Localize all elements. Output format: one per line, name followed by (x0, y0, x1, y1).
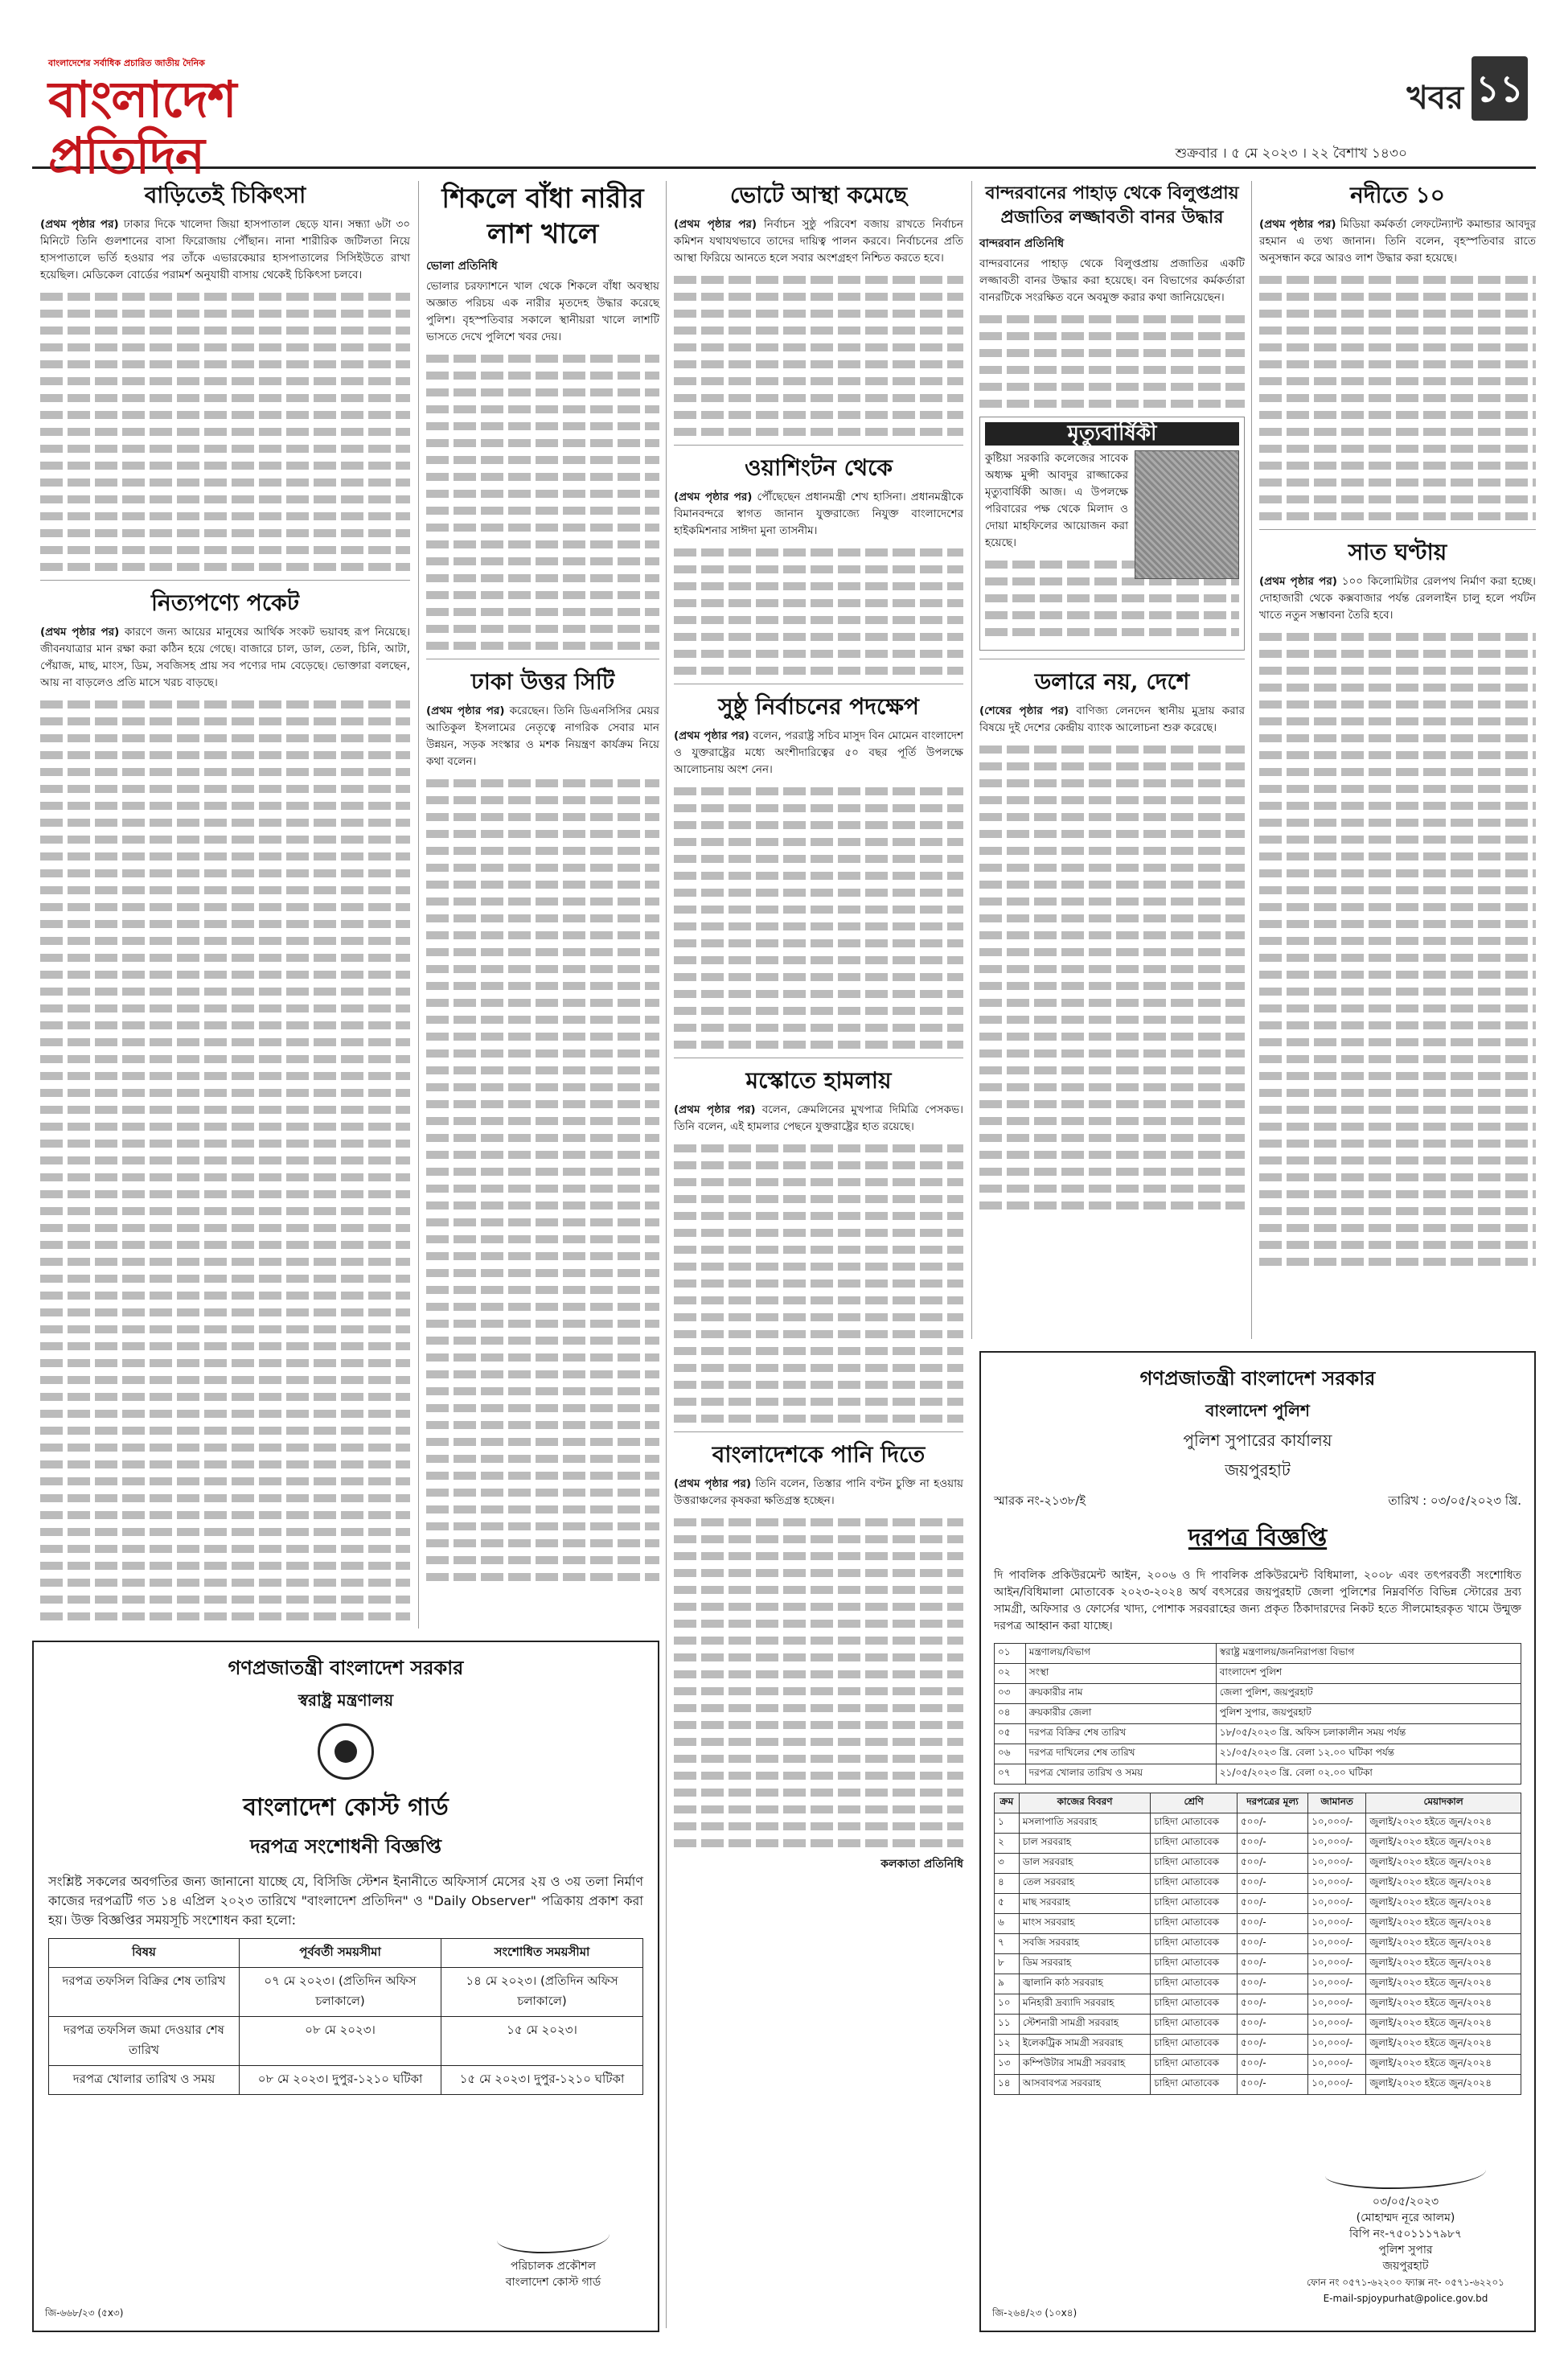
article-text-block (674, 1518, 963, 1847)
table-cell: ১০,০০০/- (1308, 1954, 1366, 1974)
table-row (995, 1664, 1521, 1684)
table-cell: ২১/০৫/২০২৩ খ্রি. বেলা ১২.০০ ঘটিকা পর্যন্ত (1216, 1744, 1521, 1764)
table-cell: ১০,০০০/- (1308, 2055, 1366, 2075)
ad-code: জি-২৬৪/২৩ (১০x৪) (992, 2307, 1077, 2319)
ad-body: সংশ্লিষ্ট সকলের অবগতির জন্য জানানো যাচ্ছে যে, বিসিজি স্টেশন ইনানীতে অফিসার্স মেসের ২য় ও ৩য় তলা নির্মাণ কাজের দরপত্রটি গত ১৪ এপ্রিল ২০২৩ তারিখে "বাংলাদেশ প্রতিদিন" ও "Daily Observer" পত্রিকায় প্রকাশ করা হয়। উক্ত বিজ্ঞপ্তির সময়সূচি সংশোধন করা হলো: (48, 1874, 643, 1928)
continuation-label: (প্রথম পৃষ্ঠার পর) (674, 1477, 752, 1490)
table-row (995, 1744, 1521, 1764)
column-rule (1251, 181, 1252, 1339)
column-rule (418, 181, 419, 1629)
article-body: বলেন, পররাষ্ট্র সচিব মাসুদ বিন মোমেন বাংলাদেশ ও যুক্তরাষ্ট্রের মধ্যে অংশীদারিত্বের ৫০ বছর পূর্তি উপলক্ষে আলোচনায় অংশ নেন। (674, 729, 963, 776)
table-row (995, 2075, 1521, 2095)
table-cell: ক্রয়কারীর নাম (1025, 1684, 1216, 1704)
tender-info-table (994, 1643, 1521, 1785)
table-cell: ১৩ (995, 2055, 1020, 2075)
table-cell: ০৮ মে ২০২৩। দুপুর-১২১০ ঘটিকা (240, 2066, 441, 2095)
table-cell: ৫ (995, 1894, 1020, 1914)
signer-id: বিপি নং-৭৫০১১১৭৯৮৭ (1348, 2228, 1463, 2241)
byline: কলকাতা প্রতিনিধি (880, 1858, 963, 1871)
table-cell: পুলিশ সুপার, জয়পুরহাট (1216, 1704, 1521, 1724)
continuation-label: (প্রথম পৃষ্ঠার পর) (674, 491, 753, 503)
table-cell: ৫০০/- (1237, 2055, 1307, 2075)
table-cell: ০৩ (995, 1684, 1026, 1704)
byline: ভোলা প্রতিনিধি (426, 260, 498, 273)
table-cell: ১৪ মে ২০২৩। (প্রতিদিন অফিস চলাকালে) (441, 1968, 643, 2017)
table-cell: চাহিদা মোতাবেক (1151, 1914, 1238, 1934)
dateline: শুক্রবার । ৫ মে ২০২৩ । ২২ বৈশাখ ১৪৩০ (1175, 146, 1407, 162)
article-body: বাণিজ্য লেনদেন স্থানীয় মুদ্রায় করার বিষয়ে দুই দেশের কেন্দ্রীয় ব্যাংক আলোচনা শুরু করেছে। (979, 704, 1245, 734)
article-body: ১০০ কিলোমিটার রেলপথ নির্মাণ করা হচ্ছে। দোহাজারী থেকে কক্সবাজার পর্যন্ত রেললাইন চালু হলে পর্যটন খাতে নতুন সম্ভাবনা তৈরি হবে। (1259, 575, 1536, 622)
table-cell: দরপত্র খোলার তারিখ ও সময় (1025, 1764, 1216, 1785)
table-cell: জুলাই/২০২৩ হইতে জুন/২০২৪ (1366, 2035, 1521, 2055)
divider (40, 580, 410, 581)
article-text-block (40, 293, 410, 571)
continuation-label: (প্রথম পৃষ্ঠার পর) (674, 729, 749, 742)
table-header: দরপত্রের মূল্য (1237, 1793, 1307, 1813)
table-cell: চাহিদা মোতাবেক (1151, 1813, 1238, 1834)
ad-signature-block (1301, 2157, 1510, 2306)
table-cell: মসলাপাতি সরবরাহ (1019, 1813, 1151, 1834)
continuation-label: (প্রথম পৃষ্ঠার পর) (40, 626, 120, 639)
table-cell: দরপত্র তফসিল জমা দেওয়ার শেষ তারিখ (49, 2017, 240, 2066)
table-cell: ডিম সরবরাহ (1019, 1954, 1151, 1974)
ad-body: দি পাবলিক প্রকিউরমেন্ট আইন, ২০০৬ ও দি পাবলিক প্রকিউরমেন্ট বিধিমালা, ২০০৮ এবং তৎপরবর্তী সংশোধিত আইন/বিধিমালা মোতাবেক ২০২৩-২০২৪ অর্থ বৎসরের জয়পুরহাট জেলা পুলিশের নিম্নবর্ণিত বিভিন্ন স্টোরের দ্রব্য সামগ্রী, অফিসার ও ফোর্সের খাদ্য, পোশাক সরবরাহের জন্য প্রকৃত ঠিকাদারদের নিকট হতে সীলমোহরকৃত খামে উন্মুক্ত দরপত্র আহ্বান করা যাচ্ছে। (994, 1569, 1521, 1633)
table-cell: চাহিদা মোতাবেক (1151, 1974, 1238, 1994)
table-cell: ১২ (995, 2035, 1020, 2055)
table-cell: জুলাই/২০২৩ হইতে জুন/২০২৪ (1366, 1894, 1521, 1914)
table-cell: ১০ (995, 1994, 1020, 2015)
table-cell: ০৬ (995, 1744, 1026, 1764)
table-cell: ১০,০০০/- (1308, 2075, 1366, 2095)
table-cell: ১১ (995, 2015, 1020, 2035)
column-2 (426, 181, 659, 1590)
table-row (995, 1874, 1521, 1894)
table-cell: জুলাই/২০২৩ হইতে জুন/২০২৪ (1366, 2055, 1521, 2075)
continuation-label: (প্রথম পৃষ্ঠার পর) (1259, 218, 1336, 231)
table-cell: জুলাই/২০২৩ হইতে জুন/২০২৪ (1366, 2015, 1521, 2035)
article-body: নির্বাচন সুষ্ঠু পরিবেশ বজায় রাখতে নির্বাচন কমিশন যথাযথভাবে তাদের দায়িত্ব পালন করবে। নির্বাচনের প্রতি আস্থা ফিরিয়ে আনতে হলে সবার অংশগ্রহণ নিশ্চিত করতে হবে। (674, 218, 963, 265)
table-cell: আসবাবপত্র সরবরাহ (1019, 2075, 1151, 2095)
table-cell: স্টেশনারী সামগ্রী সরবরাহ (1019, 2015, 1151, 2035)
table-row (995, 1834, 1521, 1854)
table-cell: ১০,০০০/- (1308, 1874, 1366, 1894)
table-cell: ১০,০০০/- (1308, 1894, 1366, 1914)
table-cell: ৫০০/- (1237, 1874, 1307, 1894)
table-cell: ৫০০/- (1237, 2075, 1307, 2095)
signer-place: জয়পুরহাট (1382, 2260, 1429, 2273)
table-header-row (995, 1793, 1521, 1813)
table-cell: জেলা পুলিশ, জয়পুরহাট (1216, 1684, 1521, 1704)
column-1 (40, 181, 410, 1629)
article-text-block (979, 745, 1245, 1210)
table-cell: জুলাই/২০২৩ হইতে জুন/২০২৪ (1366, 1854, 1521, 1874)
column-rule (666, 181, 667, 2328)
table-cell: ৫০০/- (1237, 2015, 1307, 2035)
divider (1259, 529, 1536, 530)
police-tender-notice (979, 1351, 1536, 2332)
article-text-block (1259, 633, 1536, 1266)
table-cell: মনিহারী দ্রব্যাদি সরবরাহ (1019, 1994, 1151, 2015)
table-cell: ৪ (995, 1874, 1020, 1894)
ad-title: দরপত্র বিজ্ঞপ্তি (1188, 1524, 1328, 1552)
headline-moscow-attack: মস্কোতে হামলায় (745, 1067, 892, 1094)
table-cell: জ্বালানি কাঠ সরবরাহ (1019, 1974, 1151, 1994)
article-body: বলেন, ক্রেমলিনের মুখপাত্র দিমিত্রি পেসকভ। তিনি বলেন, এই হামলার পেছনে যুক্তরাষ্ট্রের হাত রয়েছে। (674, 1103, 963, 1133)
headline-seven-hours: সাত ঘণ্টায় (1348, 539, 1447, 565)
ad-government: গণপ্রজাতন্ত্রী বাংলাদেশ সরকার (228, 1657, 464, 1679)
table-cell: ১০,০০০/- (1308, 1914, 1366, 1934)
table-header: সংশোধিত সময়সীমা (441, 1939, 643, 1968)
table-cell: ০৭ (995, 1764, 1026, 1785)
article-washington (674, 489, 963, 540)
coast-guard-emblem-icon (318, 1723, 374, 1780)
continuation-label: (শেষের পৃষ্ঠার পর) (979, 704, 1069, 717)
table-row (995, 1644, 1521, 1664)
table-header-row (49, 1939, 643, 1968)
table-cell: কম্পিউটার সামগ্রী সরবরাহ (1019, 2055, 1151, 2075)
contact-email: E-mail-spjoypurhat@police.gov.bd (1323, 2293, 1488, 2304)
table-cell: ৫০০/- (1237, 1994, 1307, 2015)
table-cell: চাহিদা মোতাবেক (1151, 1874, 1238, 1894)
obituary-box (979, 417, 1245, 651)
table-cell: চাহিদা মোতাবেক (1151, 1894, 1238, 1914)
headline-river-ten: নদীতে ১০ (1350, 182, 1445, 208)
ad-district: জয়পুরহাট (1225, 1460, 1291, 1480)
ad-code: জি-৬৬৮/২৩ (৫x৩) (45, 2307, 124, 2319)
headline-water-bangladesh: বাংলাদেশকে পানি দিতে (712, 1441, 926, 1468)
article-vote-confidence (674, 216, 963, 267)
headline-dollar-country: ডলারে নয়, দেশে (1034, 668, 1190, 695)
continuation-label: (প্রথম পৃষ্ঠার পর) (674, 1103, 756, 1116)
portrait-photo (1135, 450, 1239, 579)
column-3 (674, 181, 963, 1876)
article-body: বান্দরবানের পাহাড় থেকে বিলুপ্তপ্রায় প্রজাতির একটি লজ্জাবতী বানর উদ্ধার করা হয়েছে। বন বিভাগের কর্মকর্তারা বানরটিকে সংরক্ষিত বনে অবমুক্ত করার কথা জানিয়েছেন। (979, 257, 1245, 304)
table-row (995, 1764, 1521, 1785)
article-text-block (426, 355, 659, 650)
signature-mark (1325, 2157, 1486, 2189)
table-cell: জুলাই/২০২৩ হইতে জুন/২০২৪ (1366, 1934, 1521, 1954)
table-cell: ১০,০০০/- (1308, 2035, 1366, 2055)
signature-mark (497, 2221, 610, 2253)
table-cell: ১০,০০০/- (1308, 1813, 1366, 1834)
article-text-block (674, 1144, 963, 1423)
table-cell: মাছ সরবরাহ (1019, 1894, 1151, 1914)
article-body: ভোলার চরফ্যাশনে খাল থেকে শিকলে বাঁধা অবস্থায় অজ্ঞাত পরিচয় এক নারীর মৃতদেহ উদ্ধার করেছে পুলিশ। বৃহস্পতিবার সকালে স্থানীয়রা খালে লাশটি ভাসতে দেখে পুলিশে খবর দেয়। (426, 280, 659, 343)
table-cell: ১ (995, 1813, 1020, 1834)
table-row (49, 2066, 643, 2095)
table-cell: চাল সরবরাহ (1019, 1834, 1151, 1854)
table-cell: ১০,০০০/- (1308, 1934, 1366, 1954)
table-cell: জুলাই/২০২৩ হইতে জুন/২০২৪ (1366, 1874, 1521, 1894)
table-cell: সংস্থা (1025, 1664, 1216, 1684)
table-row (995, 1974, 1521, 1994)
article-text-block (674, 276, 963, 436)
table-cell: ১৫ মে ২০২৩। দুপুর-১২১০ ঘটিকা (441, 2066, 643, 2095)
table-cell: ৫০০/- (1237, 1894, 1307, 1914)
table-cell: চাহিদা মোতাবেক (1151, 1854, 1238, 1874)
page-number: ১১ (1472, 56, 1528, 121)
article-body: করেছেন। তিনি ডিএনসিসির মেয়র আতিকুল ইসলামের নেতৃত্বে নাগরিক সেবার মান উন্নয়ন, সড়ক সংস্কার ও মশক নিয়ন্ত্রণ কার্যক্রম নিয়ে কথা বলেন। (426, 704, 659, 768)
article-text-block (40, 700, 410, 1620)
table-cell: জুলাই/২০২৩ হইতে জুন/২০২৪ (1366, 1974, 1521, 1994)
table-cell: ৩ (995, 1854, 1020, 1874)
table-cell: ২১/০৫/২০২৩ খ্রি. বেলা ০২.০০ ঘটিকা (1216, 1764, 1521, 1785)
headline-washington: ওয়াশিংটন থেকে (745, 454, 893, 481)
table-header: শ্রেণি (1151, 1793, 1238, 1813)
table-row (995, 1684, 1521, 1704)
ad-government: গণপ্রজাতন্ত্রী বাংলাদেশ সরকার (1139, 1367, 1376, 1390)
table-header: জামানত (1308, 1793, 1366, 1813)
column-4 (979, 181, 1245, 1218)
newspaper-name: বাংলাদেশ প্রতিদিন (48, 70, 236, 185)
byline: বান্দরবান প্রতিনিধি (979, 237, 1065, 250)
headline-essentials-price: নিত্যপণ্যে পকেট (150, 589, 299, 616)
table-cell: ৯ (995, 1974, 1020, 1994)
table-row (995, 1914, 1521, 1934)
table-cell: ৫০০/- (1237, 1854, 1307, 1874)
table-cell: ০৫ (995, 1724, 1026, 1744)
ad-title: দরপত্র সংশোধনী বিজ্ঞপ্তি (250, 1835, 441, 1858)
continuation-label: (প্রথম পৃষ্ঠার পর) (1259, 575, 1337, 588)
ad-signature-block (473, 2221, 634, 2290)
signer-title: পরিচালক প্রকৌশল (510, 2260, 597, 2273)
contact-phone: ফোন নং ০৫৭১-৬২২০০ ফ্যাক্স নং- ০৫৭১-৬২২০১ (1307, 2277, 1504, 2288)
table-cell: দরপত্র তফসিল বিক্রির শেষ তারিখ (49, 1968, 240, 2017)
table-row (995, 2055, 1521, 2075)
article-home-treatment (40, 216, 410, 284)
table-row (995, 1954, 1521, 1974)
continuation-label: (প্রথম পৃষ্ঠার পর) (674, 218, 757, 231)
table-cell: জুলাই/২০২৩ হইতে জুন/২০২৪ (1366, 1834, 1521, 1854)
obituary-text: কুষ্টিয়া সরকারি কলেজের সাবেক অধ্যক্ষ মুন্সী আবদুর রাজ্জাকের মৃত্যুবার্ষিকী আজ। এ উপলক্ষে পরিবারের পক্ষ থেকে মিলাদ ও দোয়া মাহফিলের আয়োজন করা হয়েছে। (985, 452, 1128, 549)
table-cell: ৫০০/- (1237, 1834, 1307, 1854)
masthead-tagline: বাংলাদেশের সর্বাধিক প্রচারিত জাতীয় দৈনিক (48, 58, 205, 68)
article-moscow-attack (674, 1102, 963, 1136)
table-row (995, 1934, 1521, 1954)
table-header: ক্রম (995, 1793, 1020, 1813)
ad-office: পুলিশ সুপারের কার্যালয় (1183, 1431, 1332, 1450)
section-title: খবর (1406, 80, 1463, 117)
table-cell: ৮ (995, 1954, 1020, 1974)
table-cell: ০১ (995, 1644, 1026, 1664)
table-cell: ১০,০০০/- (1308, 1854, 1366, 1874)
table-cell: ০৮ মে ২০২৩। (240, 2017, 441, 2066)
table-row (995, 1724, 1521, 1744)
table-cell: সবজি সরবরাহ (1019, 1934, 1151, 1954)
table-cell: চাহিদা মোতাবেক (1151, 2075, 1238, 2095)
table-cell: ১৮/০৫/২০২৩ খ্রি. অফিস চলাকালীন সময় পর্যন্ত (1216, 1724, 1521, 1744)
signer-title: পুলিশ সুপার (1378, 2244, 1433, 2257)
headline-slow-loris: বান্দরবানের পাহাড় থেকে বিলুপ্তপ্রায় প্রজাতির লজ্জাবতী বানর উদ্ধার (985, 183, 1239, 228)
article-text-block (426, 779, 659, 1581)
table-cell: চাহিদা মোতাবেক (1151, 2055, 1238, 2075)
signer-name: (মোহাম্মদ নূরে আলম) (1356, 2212, 1455, 2224)
article-essentials-price (40, 624, 410, 692)
table-cell: ৫০০/- (1237, 1954, 1307, 1974)
table-cell: স্বরাষ্ট্র মন্ত্রণালয়/জননিরাপত্তা বিভাগ (1216, 1644, 1521, 1664)
table-header: মেয়াদকাল (1366, 1793, 1521, 1813)
table-row (995, 2035, 1521, 2055)
table-cell: ৫০০/- (1237, 1813, 1307, 1834)
table-cell: ১৫ মে ২০২৩। (441, 2017, 643, 2066)
ad-organization: বাংলাদেশ কোস্ট গার্ড (243, 1793, 449, 1822)
table-row (995, 2015, 1521, 2035)
article-text-block (1259, 276, 1536, 520)
continuation-label: (প্রথম পৃষ্ঠার পর) (426, 704, 505, 717)
ad-date: তারিখ : ০৩/০৫/২০২৩ খ্রি. (1388, 1493, 1521, 1508)
table-cell: চাহিদা মোতাবেক (1151, 2015, 1238, 2035)
headline-fair-election: সুষ্ঠু নির্বাচনের পদক্ষেপ (718, 693, 919, 720)
table-cell: জুলাই/২০২৩ হইতে জুন/২০২৪ (1366, 1914, 1521, 1934)
column-rule (971, 181, 972, 1339)
article-body: ঢাকার দিকে খালেদা জিয়া হাসপাতাল ছেড়ে যান। সন্ধ্যা ৬টা ৩০ মিনিটে তিনি গুলশানের বাসা ফিরোজায় পৌঁছান। নানা শারীরিক জটিলতা নিয়ে হাসপাতালে ভর্তি হওয়ার পর তাঁকে এভারকেয়ার হাসপাতালের সিসিইউতে রাখা হয়েছিল। মেডিকেল বোর্ডের পরামর্শ অনুযায়ী বাসায় থেকেই চিকিৎসা চলবে। (40, 218, 410, 281)
article-text-block (674, 548, 963, 675)
ad-reference: স্মারক নং-২১৩৮/ই (994, 1493, 1086, 1508)
table-cell: চাহিদা মোতাবেক (1151, 2035, 1238, 2055)
ad-organization: বাংলাদেশ পুলিশ (1205, 1401, 1310, 1420)
column-5 (1259, 181, 1536, 1275)
article-river-ten (1259, 216, 1536, 267)
table-cell: জুলাই/২০২৩ হইতে জুন/২০২৪ (1366, 1813, 1521, 1834)
table-cell: ০৭ মে ২০২৩। (প্রতিদিন অফিস চলাকালে) (240, 1968, 441, 2017)
tender-items-table (994, 1793, 1521, 2095)
table-cell: ১০,০০০/- (1308, 1974, 1366, 1994)
table-header: বিষয় (49, 1939, 240, 1968)
article-body: কারণে জন্য আয়ের মানুষের আর্থিক সংকট ভয়াবহ রূপ নিয়েছে। জীবনযাত্রার মান রক্ষা করা কঠিন হয়ে গেছে। বাজারে চাল, ডাল, তেল, চিনি, আটা, পেঁয়াজ, মাছ, মাংস, ডিম, সবজিসহ প্রায় সব পণ্যের দাম বেড়েছে। ভোক্তারা বলছেন, আয় না বাড়লেও প্রতি মাসে খরচ বাড়ছে। (40, 626, 410, 689)
table-cell: ইলেকট্রিক সামগ্রী সরবরাহ (1019, 2035, 1151, 2055)
newspaper-logo (48, 56, 394, 185)
article-seven-hours (1259, 573, 1536, 624)
table-cell: ১০,০০০/- (1308, 1834, 1366, 1854)
headline-chained-woman: শিকলে বাঁধা নারীর লাশ খালে (441, 183, 644, 250)
table-row (995, 1994, 1521, 2015)
table-cell: জুলাই/২০২৩ হইতে জুন/২০২৪ (1366, 1954, 1521, 1974)
table-cell: ডাল সরবরাহ (1019, 1854, 1151, 1874)
signature-date: ০৩/০৫/২০২৩ (1372, 2195, 1439, 2208)
table-cell: ২ (995, 1834, 1020, 1854)
masthead (32, 48, 1536, 185)
table-cell: ৫০০/- (1237, 2035, 1307, 2055)
table-cell: চাহিদা মোতাবেক (1151, 1994, 1238, 2015)
coast-guard-tender-notice (32, 1641, 659, 2332)
article-text-block (979, 315, 1245, 408)
table-cell: ৭ (995, 1934, 1020, 1954)
table-cell: ৫০০/- (1237, 1914, 1307, 1934)
obituary-title: মৃত্যুবার্ষিকী (985, 422, 1239, 446)
table-cell: ১০,০০০/- (1308, 2015, 1366, 2035)
table-cell: জুলাই/২০২৩ হইতে জুন/২০২৪ (1366, 2075, 1521, 2095)
table-cell: বাংলাদেশ পুলিশ (1216, 1664, 1521, 1684)
table-header: কাজের বিবরণ (1019, 1793, 1151, 1813)
continuation-label: (প্রথম পৃষ্ঠার পর) (40, 218, 119, 231)
table-cell: ১০,০০০/- (1308, 1994, 1366, 2015)
article-body: মিডিয়া কর্মকর্তা লেফটেন্যান্ট কমান্ডার আবদুর রহমান এ তথ্য জানান। তিনি বলেন, বৃহস্পতিবার রাতে অনুসন্ধান করে আরও লাশ উদ্ধার করা হয়েছে। (1259, 218, 1536, 265)
table-cell: জুলাই/২০২৩ হইতে জুন/২০২৪ (1366, 1994, 1521, 2015)
table-row (995, 1704, 1521, 1724)
article-dhaka-north-city (426, 703, 659, 770)
headline-vote-confidence: ভোটে আস্থা কমেছে (729, 182, 908, 208)
table-cell: ৫০০/- (1237, 1974, 1307, 1994)
table-cell: তেল সরবরাহ (1019, 1874, 1151, 1894)
article-water-bangladesh (674, 1476, 963, 1509)
table-cell: দরপত্র খোলার তারিখ ও সময় (49, 2066, 240, 2095)
table-cell: মন্ত্রণালয়/বিভাগ (1025, 1644, 1216, 1664)
divider (674, 1431, 963, 1432)
table-cell: মাংস সরবরাহ (1019, 1914, 1151, 1934)
schedule-table (48, 1938, 643, 2095)
ad-ministry: স্বরাষ্ট্র মন্ত্রণালয় (298, 1690, 394, 1710)
table-cell: চাহিদা মোতাবেক (1151, 1954, 1238, 1974)
table-row (49, 2017, 643, 2066)
table-cell: ৫০০/- (1237, 1934, 1307, 1954)
table-cell: ০২ (995, 1664, 1026, 1684)
article-text-block (674, 787, 963, 1049)
table-header: পূর্ববর্তী সময়সীমা (240, 1939, 441, 1968)
table-cell: ৬ (995, 1914, 1020, 1934)
table-cell: ১৪ (995, 2075, 1020, 2095)
divider (674, 445, 963, 446)
article-body: তিনি বলেন, তিস্তার পানি বণ্টন চুক্তি না হওয়ায় উত্তরাঞ্চলের কৃষকরা ক্ষতিগ্রস্ত হচ্ছেন। (674, 1477, 963, 1507)
table-row (49, 1968, 643, 2017)
article-dollar-country (979, 703, 1245, 737)
headline-dhaka-north-city: ঢাকা উত্তর সিটি (470, 668, 615, 695)
table-row (995, 1894, 1521, 1914)
headline-home-treatment: বাড়িতেই চিকিৎসা (144, 182, 306, 208)
table-row (995, 1813, 1521, 1834)
table-cell: চাহিদা মোতাবেক (1151, 1934, 1238, 1954)
table-row (995, 1854, 1521, 1874)
table-cell: দরপত্র দাখিলের শেষ তারিখ (1025, 1744, 1216, 1764)
table-cell: দরপত্র বিক্রির শেষ তারিখ (1025, 1724, 1216, 1744)
article-body: পৌঁছেছেন প্রধানমন্ত্রী শেখ হাসিনা। প্রধানমন্ত্রীকে বিমানবন্দরে স্বাগত জানান যুক্তরাজ্যে নিযুক্ত বাংলাদেশের হাইকমিশনার সাঈদা মুনা তাসনীম। (674, 491, 963, 537)
table-cell: চাহিদা মোতাবেক (1151, 1834, 1238, 1854)
ad-ref-row (994, 1492, 1521, 1512)
table-cell: ক্রয়কারীর জেলা (1025, 1704, 1216, 1724)
article-fair-election (674, 728, 963, 778)
signer-organization: বাংলাদেশ কোস্ট গার্ড (505, 2276, 601, 2289)
table-cell: ০৪ (995, 1704, 1026, 1724)
